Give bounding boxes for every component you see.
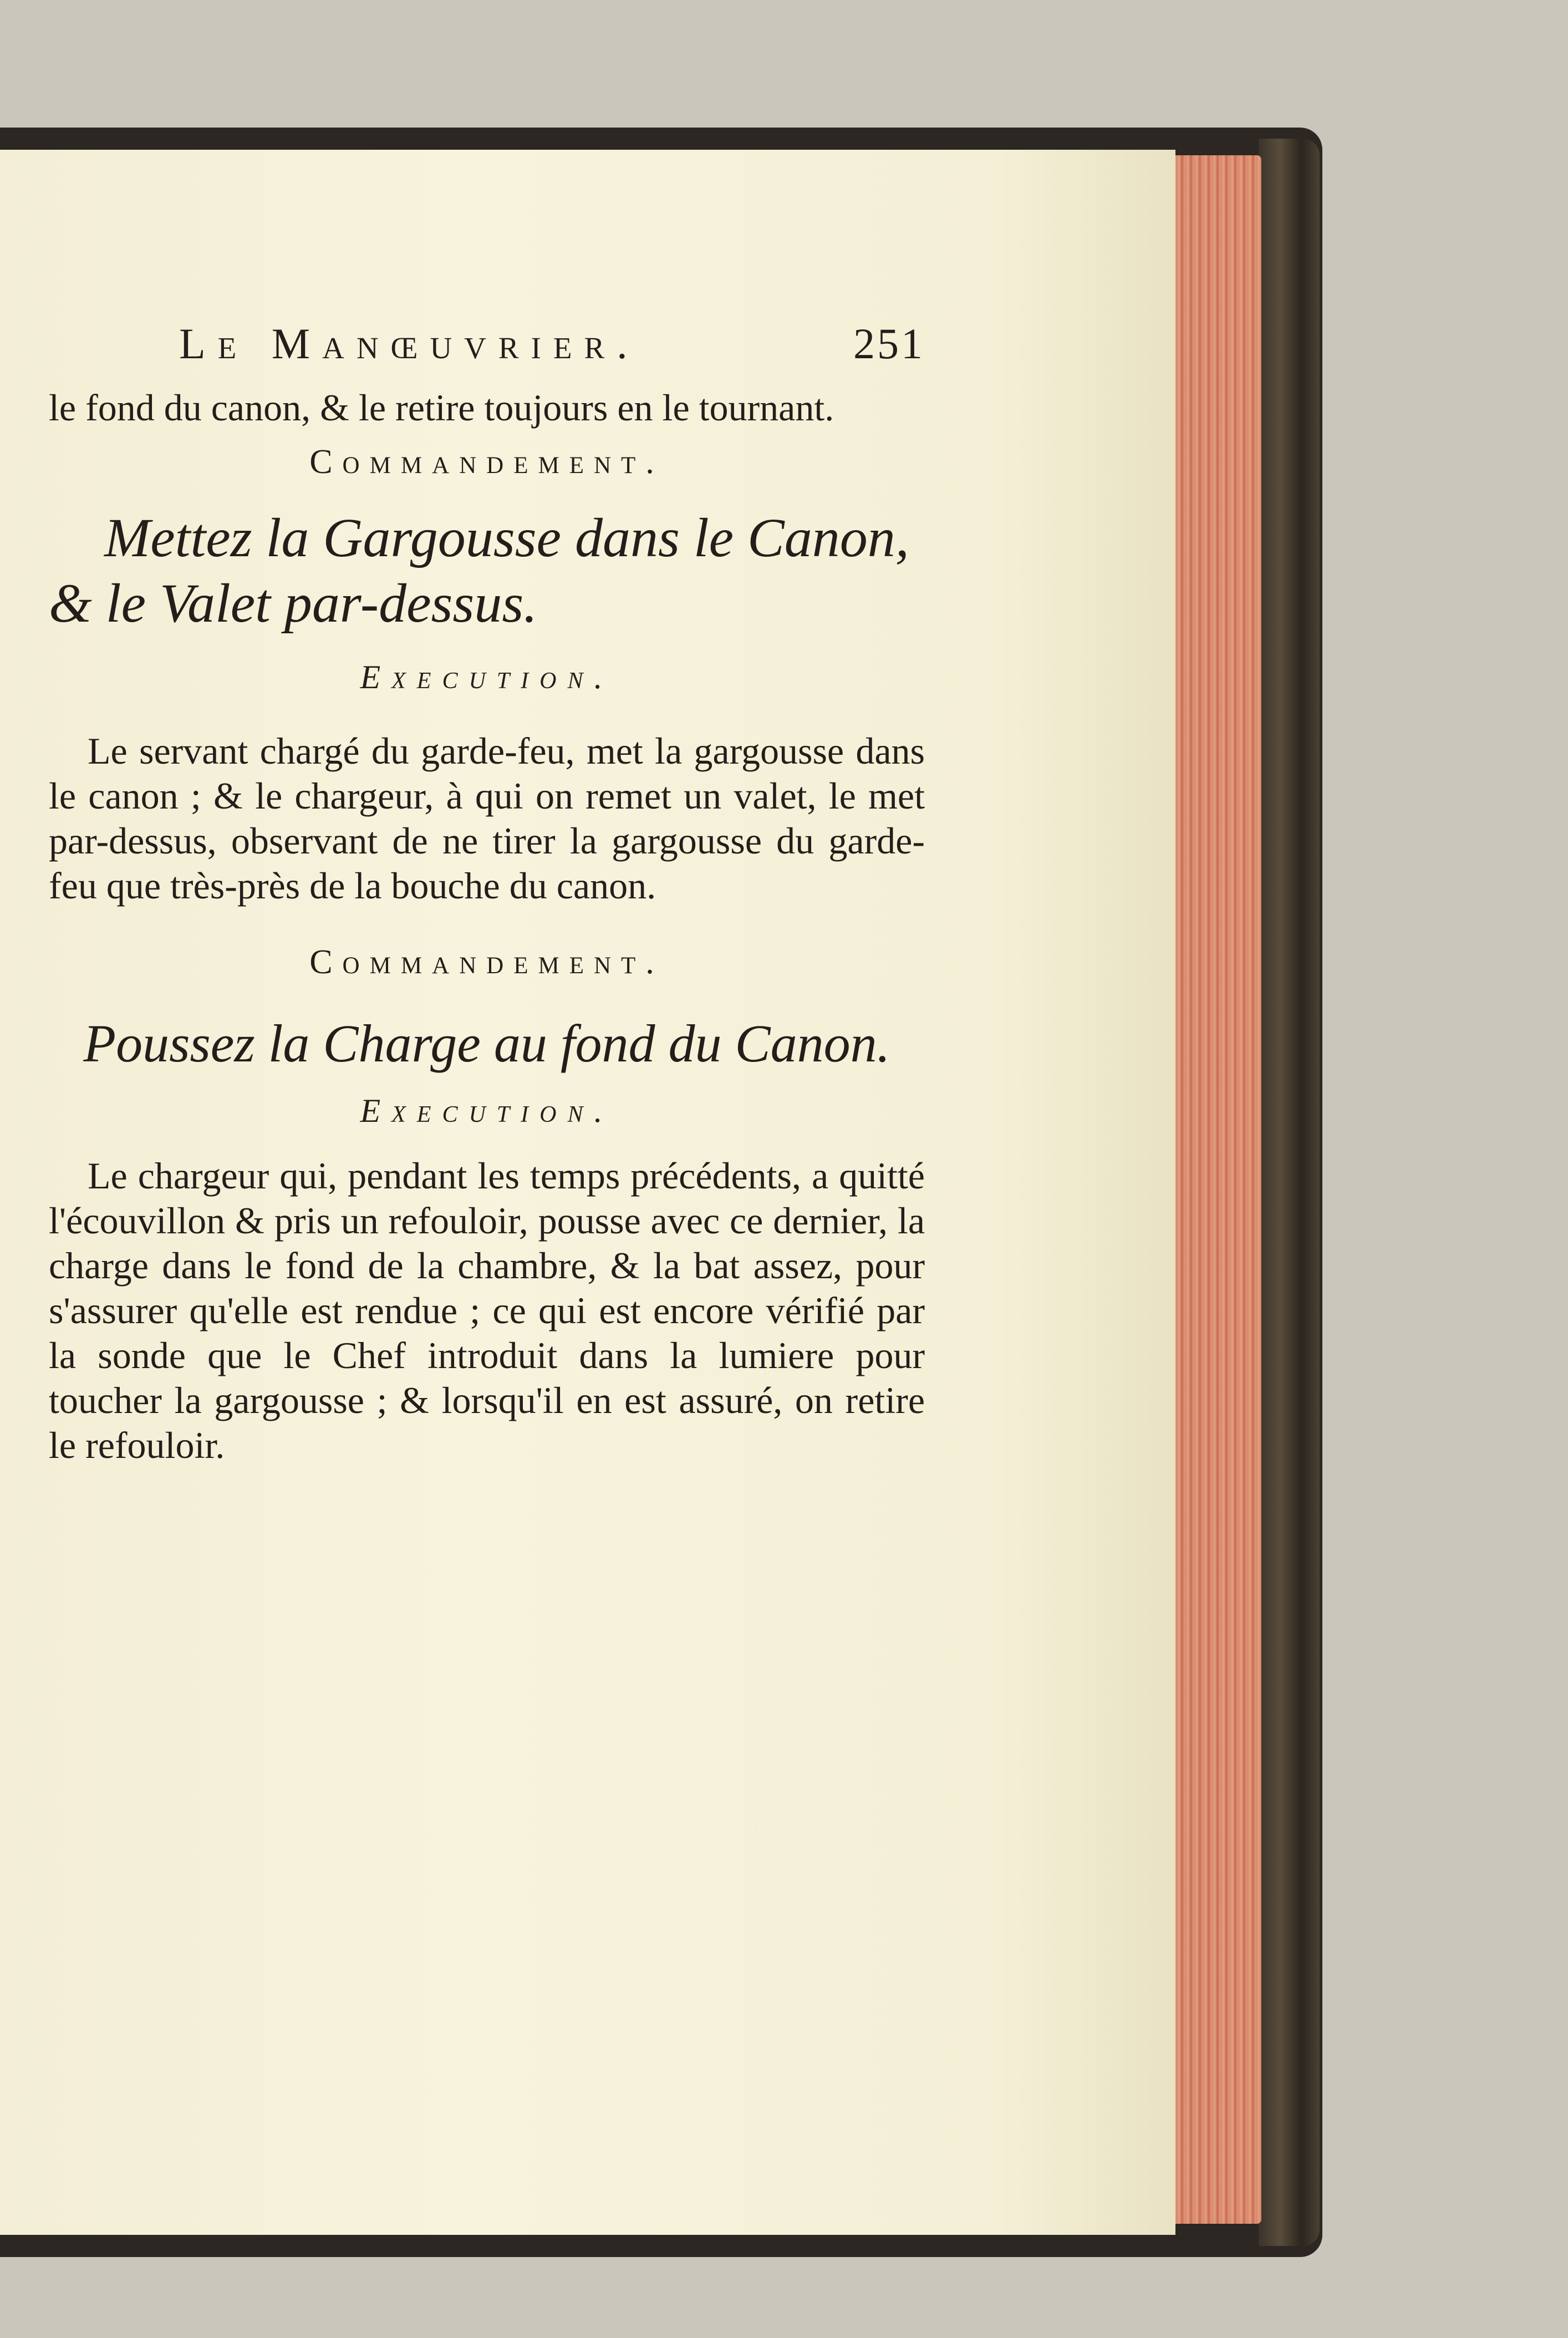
book-page (0, 150, 1175, 2235)
section-heading-execution-1: Execution. (360, 659, 614, 695)
section-heading-commandement-2: Commandement. (309, 943, 664, 981)
page-number: 251 (853, 319, 925, 368)
page-text-block (49, 319, 925, 1468)
execution-paragraph-2: Le chargeur qui, pendant les temps précédents, a quitté l'écouvillon & pris un refouloir, pousse avec ce dernier, la charge dans le fond de la chambre, & la bat assez, pour s'assurer qu'elle est rendue ; ce qui est encore vérifié par la sonde que le Chef introduit dans la lumiere pour toucher la gargousse ; & lorsqu'il en est assuré, on retire le refouloir. (49, 1155, 925, 1466)
running-head (49, 319, 925, 380)
section-heading-commandement-1: Commandement. (309, 443, 664, 481)
book-spine-edge (1259, 139, 1320, 2246)
section-heading-execution-2: Execution. (360, 1092, 614, 1129)
command-text-1: Mettez la Gargousse dans le Canon, & le Valet par-dessus. (49, 507, 909, 634)
command-text-2: Poussez la Charge au fond du Canon. (83, 1014, 890, 1073)
intro-paragraph: le fond du canon, & le retire toujours en le tournant. (49, 387, 834, 429)
page-edges (1167, 155, 1261, 2224)
execution-paragraph-1: Le servant chargé du garde-feu, met la gargousse dans le canon ; & le chargeur, à qui on remet un valet, le met par-dessus, observant de ne tirer la gargousse du garde-feu que très-près de la bouche du canon. (49, 730, 925, 907)
running-head-title: Le Manœuvrier. (179, 319, 640, 368)
